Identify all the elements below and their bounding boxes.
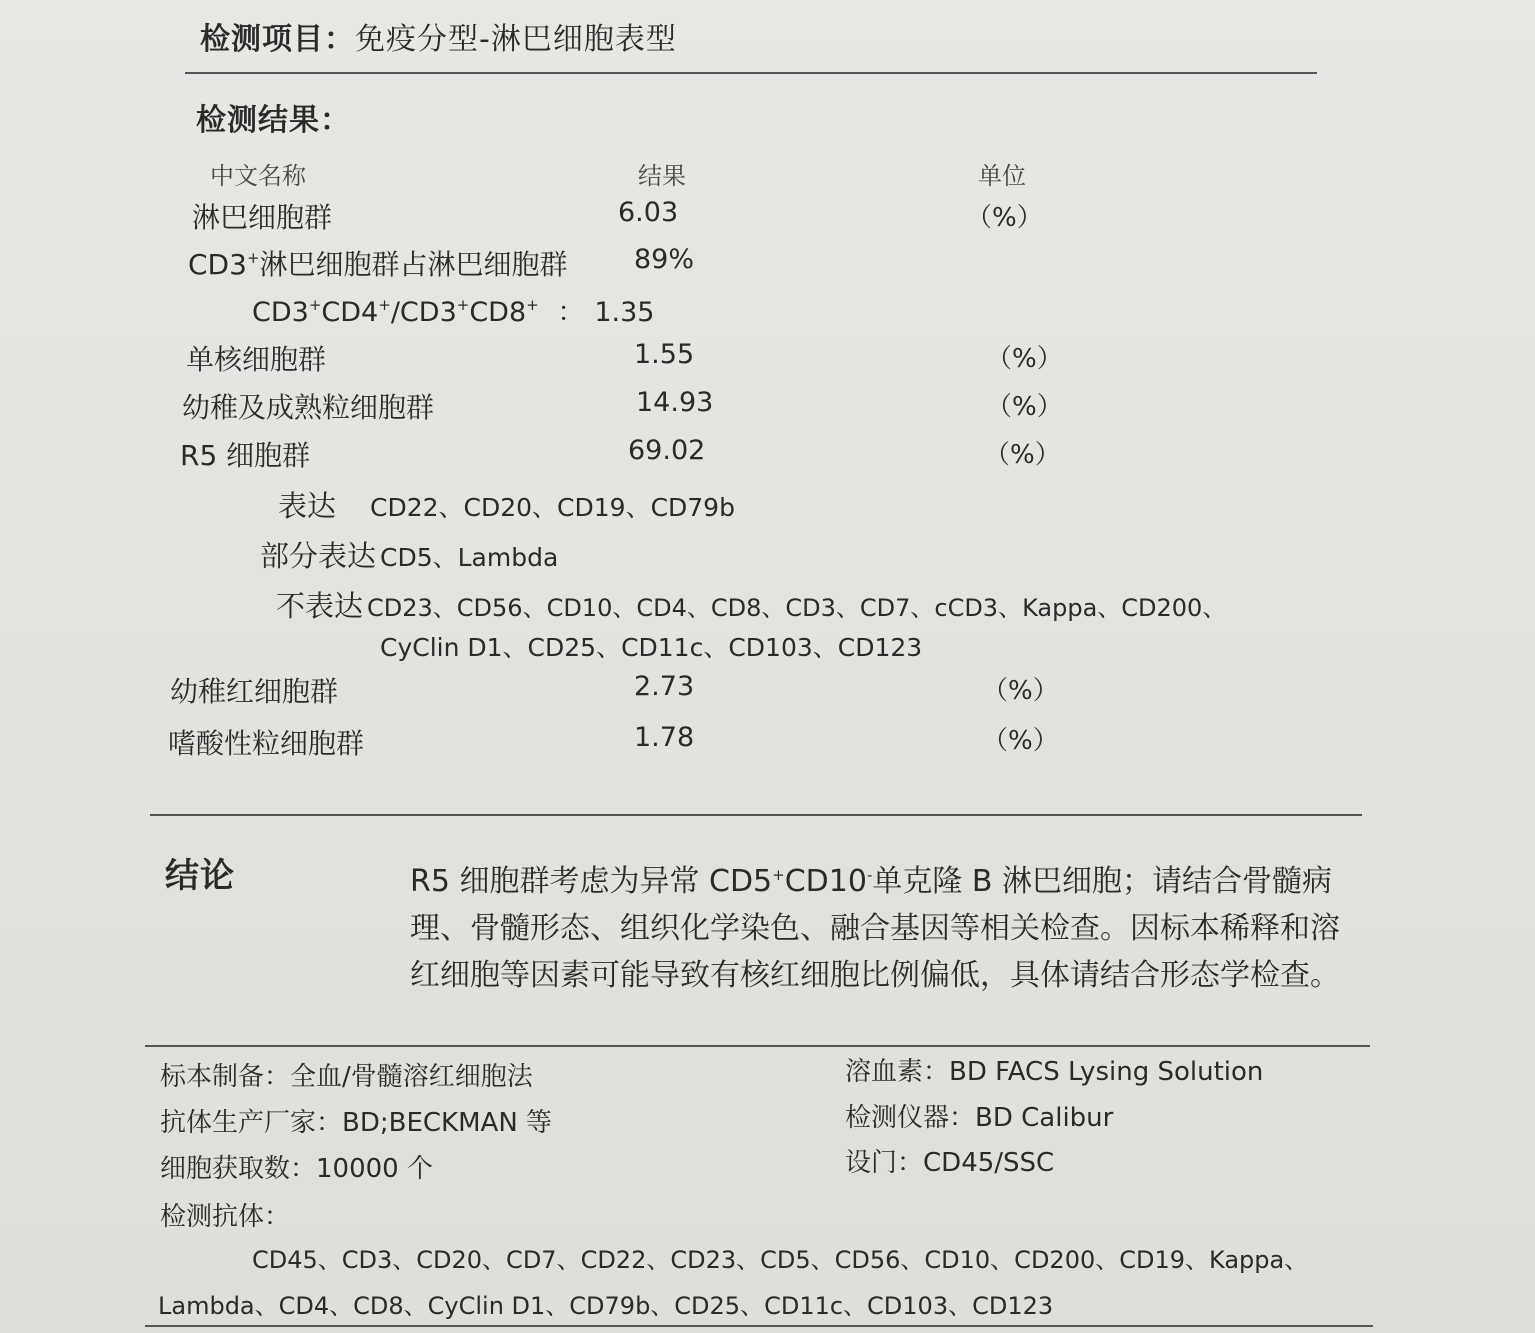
header-divider bbox=[185, 72, 1317, 74]
test-item-label: 检测项目： bbox=[200, 22, 355, 57]
antibody-mfr-label: 抗体生产厂家： bbox=[160, 1108, 343, 1138]
col-result-header: 结果 bbox=[638, 162, 686, 190]
row-value: 1.55 bbox=[634, 339, 695, 370]
row-name: R5 细胞群 bbox=[180, 439, 311, 472]
ratio-d: CD8 bbox=[469, 297, 527, 328]
row-name: 单核细胞群 bbox=[186, 343, 327, 376]
antibodies-label: 检测抗体： bbox=[160, 1202, 291, 1232]
r5-partial-expression bbox=[260, 534, 558, 575]
col-unit-header: 单位 bbox=[978, 162, 1026, 190]
conclusion-sup1: + bbox=[772, 866, 785, 884]
row-name: 幼稚红细胞群 bbox=[170, 675, 339, 708]
row-value: 6.03 bbox=[618, 197, 679, 228]
ratio-value: 1.35 bbox=[594, 297, 655, 328]
row-unit: （%） bbox=[982, 726, 1059, 756]
row-value: 69.02 bbox=[628, 435, 706, 466]
prep-method bbox=[160, 1056, 533, 1093]
ratio-d-sup: + bbox=[526, 296, 539, 314]
row-unit: （%） bbox=[986, 392, 1063, 422]
conclusion-text-mid: CD10 bbox=[784, 864, 867, 899]
conclusion-text-pre: R5 细胞群考虑为异常 CD5 bbox=[410, 864, 773, 899]
cd4-cd8-ratio bbox=[252, 290, 654, 329]
gate-value: CD45/SSC bbox=[923, 1148, 1055, 1178]
lysing-label: 溶血素： bbox=[845, 1057, 950, 1087]
ratio-a: CD3 bbox=[252, 297, 309, 328]
test-item-value: 免疫分型-淋巴细胞表型 bbox=[355, 22, 677, 57]
row-unit: （%） bbox=[984, 440, 1061, 470]
antibody-manufacturer bbox=[160, 1102, 552, 1139]
ratio-c: CD3 bbox=[399, 297, 457, 328]
antibody-mfr-value: BD;BECKMAN 等 bbox=[342, 1108, 553, 1138]
none-label: 不表达 bbox=[276, 589, 364, 623]
conclusion-text bbox=[410, 858, 1360, 999]
ratio-sep: / bbox=[390, 297, 400, 328]
antibodies-line-2: Lambda、CD4、CD8、CyClin D1、CD79b、CD25、CD11c、CD103、CD123 bbox=[158, 1292, 1054, 1320]
row-name: 嗜酸性粒细胞群 bbox=[168, 727, 365, 760]
lysing-solution bbox=[845, 1051, 1263, 1088]
conclusion-divider bbox=[145, 1045, 1370, 1047]
instrument bbox=[845, 1097, 1113, 1134]
antibodies-line-1: CD45、CD3、CD20、CD7、CD22、CD23、CD5、CD56、CD10、CD200、CD19、Kappa、 bbox=[252, 1246, 1309, 1274]
cd3-row-name bbox=[188, 243, 568, 283]
conclusion-sup2: - bbox=[866, 866, 873, 884]
ratio-a-sup: + bbox=[308, 296, 322, 314]
row-unit: （%） bbox=[982, 676, 1059, 706]
cell-count-label: 细胞获取数： bbox=[160, 1154, 317, 1184]
row-unit: （%） bbox=[966, 203, 1043, 233]
col-name-header: 中文名称 bbox=[210, 162, 306, 190]
prep-label: 标本制备： bbox=[160, 1062, 291, 1092]
r5-no-expression-cont: CyClin D1、CD25、CD11c、CD103、CD123 bbox=[380, 633, 923, 662]
footer-divider bbox=[145, 1325, 1373, 1327]
cell-count bbox=[160, 1148, 433, 1185]
r5-expression bbox=[278, 484, 735, 525]
test-item bbox=[200, 14, 677, 58]
ratio-b: CD4 bbox=[321, 297, 379, 328]
row-unit: （%） bbox=[986, 344, 1063, 374]
gating bbox=[845, 1142, 1054, 1179]
prep-value: 全血/骨髓溶红细胞法 bbox=[290, 1062, 533, 1092]
expr-value: CD22、CD20、CD19、CD79b bbox=[370, 493, 735, 522]
none-value-1: CD23、CD56、CD10、CD4、CD8、CD3、CD7、cCD3、Kappa、CD200、 bbox=[367, 594, 1227, 622]
expr-label: 表达 bbox=[278, 489, 337, 523]
ratio-b-sup: + bbox=[378, 296, 391, 314]
lysing-value: BD FACS Lysing Solution bbox=[949, 1057, 1264, 1087]
row-name: 淋巴细胞群 bbox=[192, 201, 333, 234]
results-title: 检测结果： bbox=[196, 103, 351, 138]
gate-label: 设门： bbox=[845, 1148, 924, 1178]
instrument-label: 检测仪器： bbox=[845, 1103, 976, 1133]
ratio-c-sup: + bbox=[456, 296, 470, 314]
conclusion-text-post: 单克隆 B 淋巴细胞；请结合骨髓病理、骨髓形态、组织化学染色、融合基因等相关检查。因标本稀释和溶红细胞等因素可能导致有核红细胞比例偏低，具体请结合形态学检查。 bbox=[410, 864, 1340, 993]
instrument-value: BD Calibur bbox=[975, 1103, 1114, 1133]
row-value: 1.78 bbox=[634, 722, 695, 753]
cell-count-value: 10000 个 bbox=[316, 1154, 433, 1184]
cd3-sup: + bbox=[246, 249, 260, 267]
r5-no-expression bbox=[276, 584, 1226, 625]
cd3-row-value: 89% bbox=[634, 244, 695, 275]
conclusion-title: 结论 bbox=[165, 856, 235, 896]
partial-label: 部分表达 bbox=[260, 539, 377, 573]
row-value: 14.93 bbox=[636, 387, 714, 418]
partial-value: CD5、Lambda bbox=[380, 543, 559, 572]
results-divider bbox=[150, 814, 1362, 816]
cd3-label: CD3 bbox=[188, 248, 247, 281]
row-name: 幼稚及成熟粒细胞群 bbox=[182, 391, 435, 424]
row-value: 2.73 bbox=[634, 671, 695, 702]
cd3-label-rest: 淋巴细胞群占淋巴细胞群 bbox=[259, 248, 568, 281]
ratio-colon: ： bbox=[557, 297, 585, 328]
